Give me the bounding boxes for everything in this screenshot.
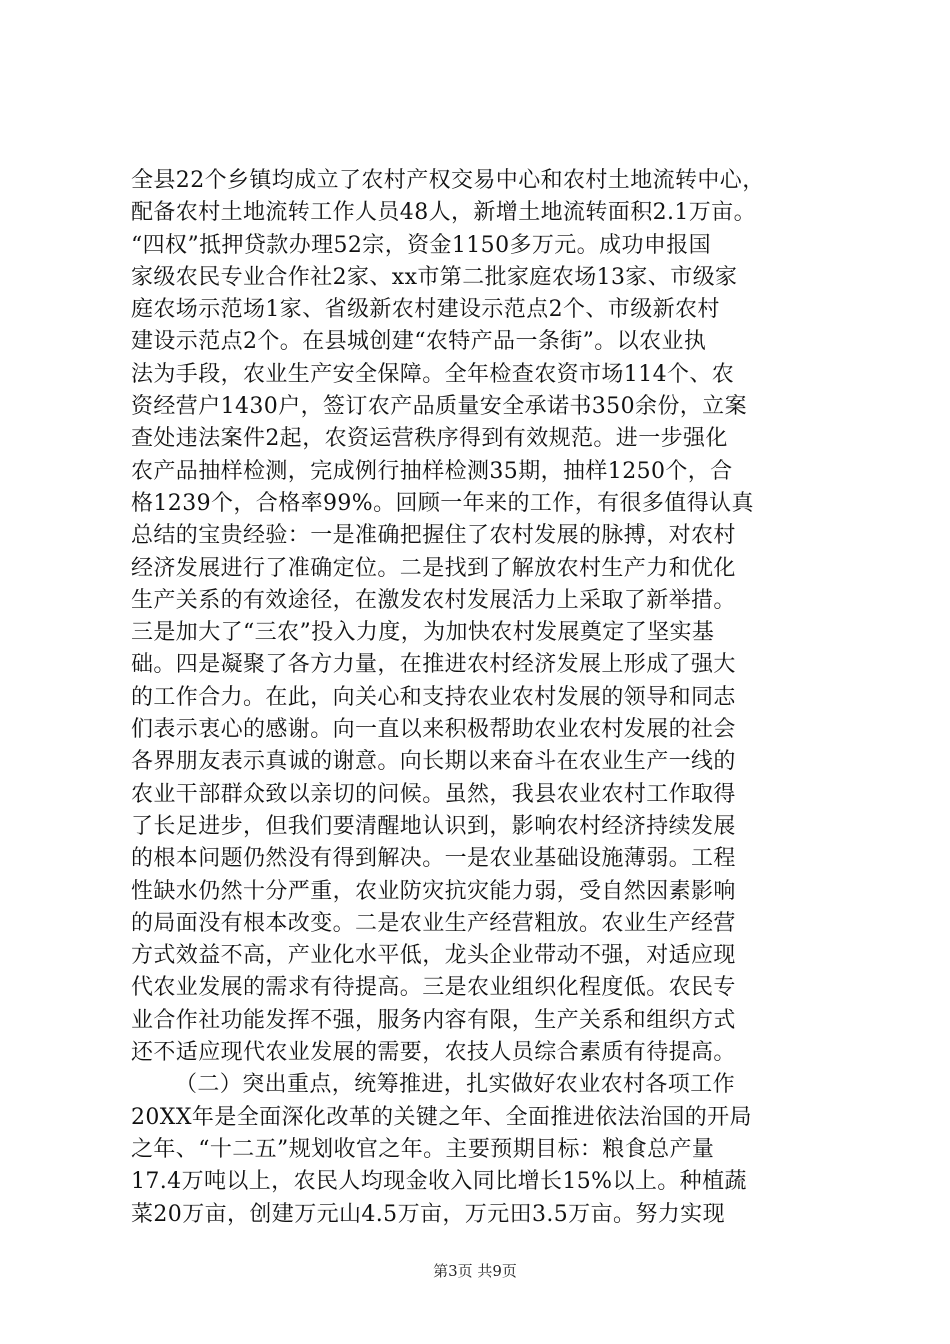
- section-heading: （二）突出重点，统筹推进，扎实做好农业农村各项工作: [175, 1072, 736, 1098]
- text-line: 17.4万吨以上，农民人均现金收入同比增长15%以上。种植蔬: [131, 1169, 747, 1195]
- text-line: 庭农场示范场1家、省级新农村建设示范点2个、市级新农村: [131, 297, 720, 323]
- text-line: 了长足进步，但我们要清醒地认识到，影响农村经济持续发展: [131, 813, 736, 839]
- text-line: 全县22个乡镇均成立了农村产权交易中心和农村土地流转中心，: [131, 168, 765, 193]
- text-line: 的根本问题仍然没有得到解决。一是农业基础设施薄弱。工程: [131, 846, 736, 872]
- text-line: 的局面没有根本改变。二是农业生产经营粗放。农业生产经营: [131, 910, 736, 936]
- text-line: 20XX年是全面深化改革的关键之年、全面推进依法治国的开局: [131, 1104, 752, 1130]
- text-line: 之年、“十二五”规划收官之年。主要预期目标：粮食总产量: [131, 1136, 715, 1162]
- text-line: 配备农村土地流转工作人员48人，新增土地流转面积2.1万亩。: [131, 200, 756, 226]
- page-number: 第3页 共9页: [433, 1262, 517, 1280]
- text-line: 们表示衷心的感谢。向一直以来积极帮助农业农村发展的社会: [131, 717, 736, 743]
- text-line: 方式效益不高，产业化水平低，龙头企业带动不强，对适应现: [131, 943, 736, 969]
- text-line: 代农业发展的需求有待提高。三是农业组织化程度低。农民专: [131, 975, 736, 1001]
- text-line: 经济发展进行了准确定位。二是找到了解放农村生产力和优化: [131, 555, 736, 581]
- text-line: 各界朋友表示真诚的谢意。向长期以来奋斗在农业生产一线的: [131, 749, 736, 775]
- text-line: 农产品抽样检测，完成例行抽样检测35期，抽样1250个，合: [131, 458, 733, 484]
- text-line: 三是加大了“三农”投入力度，为加快农村发展奠定了坚实基: [131, 620, 715, 646]
- text-line: 菜20万亩，创建万元山4.5万亩，万元田3.5万亩。努力实现: [131, 1201, 725, 1227]
- text-line: “四权”抵押贷款办理52宗，资金1150多万元。成功申报国: [131, 232, 712, 258]
- text-line: 家级农民专业合作社2家、xx市第二批家庭农场13家、市级家: [131, 264, 738, 290]
- text-line: 资经营户1430户，签订农产品质量安全承诺书350余份，立案: [131, 394, 747, 420]
- text-line: 础。四是凝聚了各方力量，在推进农村经济发展上形成了强大: [131, 652, 736, 678]
- page-footer: [0, 1260, 950, 1281]
- text-line: 法为手段，农业生产安全保障。全年检查农资市场114个、农: [131, 361, 735, 387]
- text-line: 总结的宝贵经验：一是准确把握住了农村发展的脉搏，对农村: [131, 523, 736, 549]
- text-line: 查处违法案件2起，农资运营秩序得到有效规范。进一步强化: [131, 426, 728, 452]
- text-line: 生产关系的有效途径，在激发农村发展活力上采取了新举措。: [131, 587, 736, 613]
- text-line: 格1239个，合格率99%。回顾一年来的工作，有很多值得认真: [131, 490, 754, 516]
- text-line: 还不适应现代农业发展的需要，农技人员综合素质有待提高。: [131, 1040, 736, 1066]
- text-line: 性缺水仍然十分严重，农业防灾抗灾能力弱，受自然因素影响: [131, 878, 736, 904]
- text-line: 业合作社功能发挥不强，服务内容有限，生产关系和组织方式: [131, 1007, 736, 1033]
- text-line: 农业干部群众致以亲切的问候。虽然，我县农业农村工作取得: [131, 781, 736, 807]
- text-line: 的工作合力。在此，向关心和支持农业农村发展的领导和同志: [131, 684, 736, 710]
- text-line: 建设示范点2个。在县城创建“农特产品一条街”。以农业执: [131, 329, 707, 355]
- body-text: [131, 165, 831, 1231]
